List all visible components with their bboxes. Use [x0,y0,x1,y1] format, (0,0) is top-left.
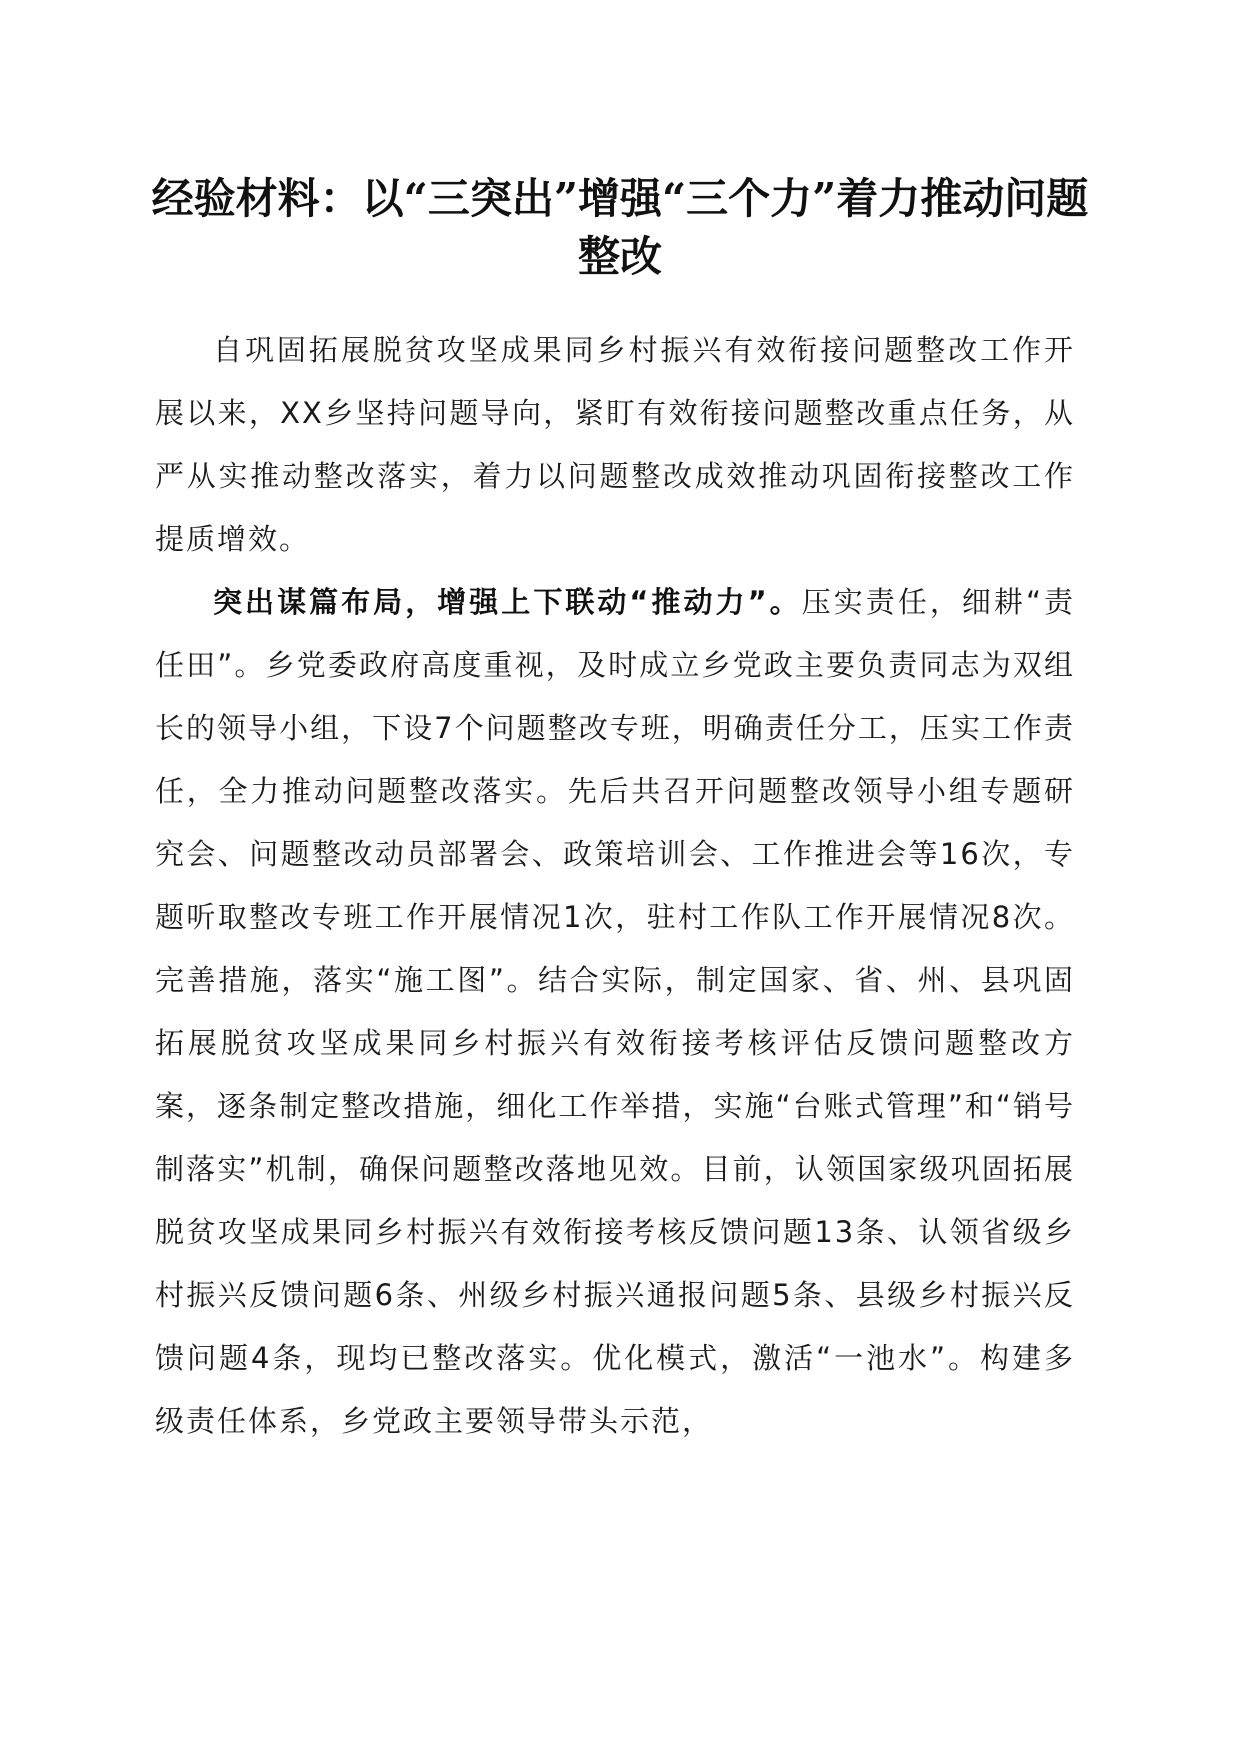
paragraph-intro [155,319,1075,571]
paragraph-intro-text: 自巩固拓展脱贫攻坚成果同乡村振兴有效衔接问题整改工作开展以来，XX乡坚持问题导向，紧盯有效衔接问题整改重点任务，从严从实推动整改落实，着力以问题整改成效推动巩固衔接整改工作提质增效。 [155,333,1075,556]
section-1-lead-heading: 突出谋篇布局，增强上下联动“推动力”。 [213,585,802,619]
section-1-body-text: 压实责任，细耕“责任田”。乡党委政府高度重视，及时成立乡党政主要负责同志为双组长的领导小组，下设7个问题整改专班，明确责任分工，压实工作责任，全力推动问题整改落实。先后共召开问题整改领导小组专题研究会、问题整改动员部署会、政策培训会、工作推进会等16次，专题听取整改专班工作开展情况1次，驻村工作队工作开展情况8次。完善措施，落实“施工图”。结合实际，制定国家、省、州、县巩固拓展脱贫攻坚成果同乡村振兴有效衔接考核评估反馈问题整改方案，逐条制定整改措施，细化工作举措，实施“台账式管理”和“销号制落实”机制，确保问题整改落地见效。目前，认领国家级巩固拓展脱贫攻坚成果同乡村振兴有效衔接考核反馈问题13条、认领省级乡村振兴反馈问题6条、州级乡村振兴通报问题5条、县级乡村振兴反馈问题4条，现均已整改落实。优化模式，激活“一池水”。构建多级责任体系，乡党政主要领导带头示范， [155,585,1075,1438]
document-title: 经验材料：以“三突出”增强“三个力”着力推动问题整改 [151,174,1089,281]
document-body [155,319,1075,1453]
paragraph-section-1 [155,571,1075,1453]
